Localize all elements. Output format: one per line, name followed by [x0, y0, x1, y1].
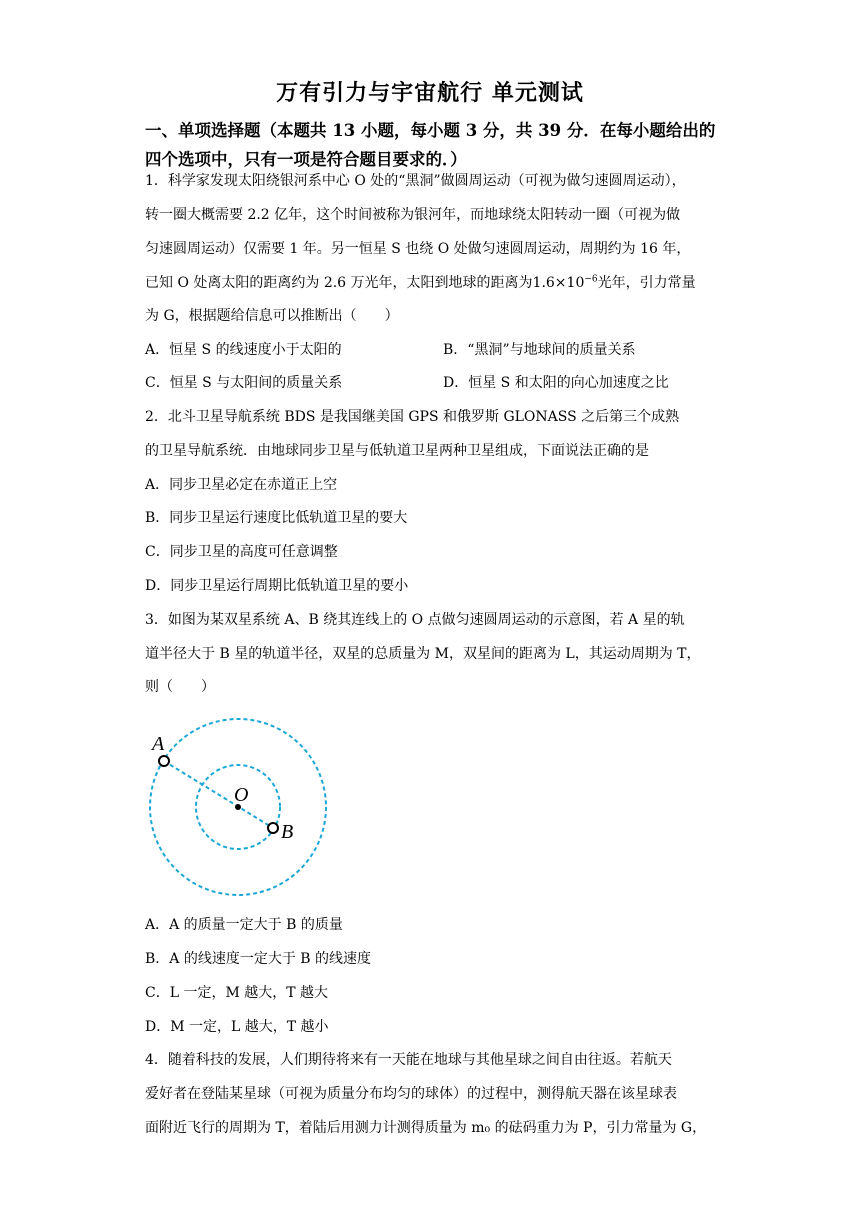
q1-line-4 [145, 273, 720, 293]
label-a: A [152, 733, 165, 755]
star-a [159, 756, 169, 766]
q3-line-2: 道半径大于 B 星的轨道半径，双星的总质量为 M，双星间的距离为 L，其运动周期为 T， [145, 646, 701, 662]
q1-line-3: 匀速圆周运动）仅需要 1 年。另一恒星 S 也绕 O 处做匀速圆周运动，周期约为 16 年， [145, 241, 691, 257]
label-o: O [234, 784, 249, 806]
q4-line-3: 面附近飞行的周期为 T，着陆后用测力计测得质量为 m₀ 的砝码重力为 P，引力常量为 G， [145, 1120, 707, 1136]
q4-line-1: 4．随着科技的发展，人们期待将来有一天能在地球与其他星球之间自由往返。若航天 [145, 1052, 672, 1068]
q3-line-3: 则（ ） [145, 679, 215, 695]
q2-line-1: 2．北斗卫星导航系统 BDS 是我国继美国 GPS 和俄罗斯 GLONASS 之后第三个成熟 [145, 409, 680, 425]
section-heading [145, 116, 720, 174]
q3-option-a: A．A 的质量一定大于 B 的质量 [145, 917, 343, 933]
q3-option-c: C．L 一定，M 越大，T 越大 [145, 985, 329, 1001]
page-title: 万有引力与宇宙航行 单元测试 [276, 80, 584, 106]
q1-option-c: C．恒星 S 与太阳间的质量关系 [145, 375, 343, 391]
q3-line-1: 3．如图为某双星系统 A、B 绕其连线上的 O 点做匀速圆周运动的示意图，若 A 星的轨 [145, 612, 685, 628]
q2-option-a: A．同步卫星必定在赤道正上空 [145, 477, 338, 493]
q2-option-d: D．同步卫星运行周期比低轨道卫星的要小 [145, 578, 409, 594]
q2-option-c: C．同步卫星的高度可任意调整 [145, 544, 338, 560]
q3-option-d: D．M 一定，L 越大，T 越小 [145, 1019, 329, 1035]
q1-line-4-exponent: −6 [584, 274, 598, 285]
binary-star-diagram [143, 712, 333, 902]
q1-line-5: 为 G，根据题给信息可以推断出（ ） [145, 308, 399, 324]
label-b: B [281, 821, 294, 843]
q3-option-b: B．A 的线速度一定大于 B 的线速度 [145, 951, 372, 967]
section-heading-line-2: 四个选项中，只有一项是符合题目要求的．） [145, 150, 467, 169]
q1-option-a: A．恒星 S 的线速度小于太阳的 [145, 342, 342, 358]
q1-option-b: B．“黑洞”与地球间的质量关系 [443, 342, 636, 358]
section-heading-line-1: 一、单项选择题（本题共 13 小题，每小题 3 分，共 39 分．在每小题给出的 [145, 121, 716, 140]
q1-line-2: 转一圈大概需要 2.2 亿年，这个时间被称为银河年，而地球绕太阳转动一圈（可视为做 [145, 207, 681, 223]
q1-line-4-b: 光年，引力常量 [597, 275, 696, 291]
q1-line-1: 1．科学家发现太阳绕银河系中心 O 处的“黑洞”做圆周运动（可视为做匀速圆周运动）， [145, 173, 686, 189]
star-b [268, 823, 278, 833]
q2-line-2: 的卫星导航系统．由地球同步卫星与低轨道卫星两种卫星组成，下面说法正确的是 [145, 443, 649, 459]
q1-option-d: D．恒星 S 和太阳的向心加速度之比 [443, 375, 669, 391]
q1-line-4-a: 已知 O 处离太阳的距离约为 2.6 万光年，太阳到地球的距离为 [145, 275, 533, 291]
q4-line-2: 爱好者在登陆某星球（可视为质量分布均匀的球体）的过程中，测得航天器在该星球表 [145, 1086, 677, 1102]
connecting-line [164, 761, 273, 828]
q1-line-4-number: 1.6×10 [532, 275, 585, 291]
q2-option-b: B．同步卫星运行速度比低轨道卫星的要大 [145, 510, 408, 526]
